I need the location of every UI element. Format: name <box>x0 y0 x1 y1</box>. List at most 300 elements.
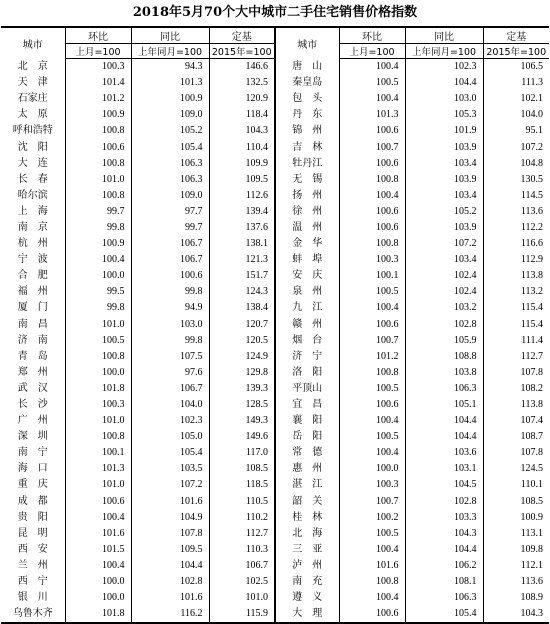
yoy-value-left: 105.4 <box>131 139 209 155</box>
city-name-left: 深 圳 <box>17 431 48 443</box>
mom-value-right: 101.3 <box>339 107 405 123</box>
header-mom-sub-left: 上月=100 <box>65 44 131 59</box>
table-row <box>1 606 549 623</box>
mom-value-left: 100.3 <box>65 59 131 76</box>
yoy-value-left: 97.7 <box>131 204 209 220</box>
table-row <box>1 365 549 381</box>
mom-value-right: 100.8 <box>339 365 405 381</box>
yoy-value-right: 103.1 <box>405 461 483 477</box>
header-mom-left: 环比 <box>65 27 131 44</box>
mom-value-right: 100.5 <box>339 429 405 445</box>
yoy-value-right: 102.4 <box>405 284 483 300</box>
city-name-left: 济 南 <box>17 334 48 346</box>
city-name-left: 北 京 <box>17 60 48 72</box>
yoy-value-left: 104.0 <box>131 397 209 413</box>
table-row <box>1 381 549 397</box>
mom-value-left: 100.4 <box>65 510 131 526</box>
fixed-value-right: 116.6 <box>483 236 549 252</box>
yoy-value-right: 105.2 <box>405 204 483 220</box>
fixed-value-left: 117.0 <box>209 445 275 461</box>
mom-value-left: 99.7 <box>65 204 131 220</box>
mom-value-left: 100.0 <box>65 268 131 284</box>
fixed-value-left: 124.9 <box>209 349 275 365</box>
fixed-value-right: 114.5 <box>483 188 549 204</box>
yoy-value-right: 104.3 <box>405 526 483 542</box>
mom-value-right: 100.4 <box>339 413 405 429</box>
table-row <box>1 268 549 284</box>
table-row <box>1 542 549 558</box>
table-row <box>1 558 549 574</box>
mom-value-right: 100.6 <box>339 220 405 236</box>
yoy-value-right: 108.8 <box>405 349 483 365</box>
yoy-value-left: 105.0 <box>131 429 209 445</box>
city-name-right: 遵 义 <box>275 590 339 606</box>
city-name-right: 锦 州 <box>275 123 339 139</box>
fixed-value-right: 115.4 <box>483 300 549 316</box>
mom-value-right: 100.4 <box>339 590 405 606</box>
yoy-value-right: 107.2 <box>405 236 483 252</box>
mom-value-right: 100.4 <box>339 445 405 461</box>
city-name-left: 南 宁 <box>17 447 48 459</box>
yoy-value-left: 109.5 <box>131 542 209 558</box>
yoy-value-left: 99.7 <box>131 220 209 236</box>
table-row <box>1 413 549 429</box>
city-name-right: 北 海 <box>275 526 339 542</box>
fixed-value-left: 104.3 <box>209 123 275 139</box>
city-name-right: 岳 阳 <box>275 429 339 445</box>
table-row <box>1 590 549 606</box>
city-name-left: 福 州 <box>17 286 48 298</box>
yoy-value-right: 108.1 <box>405 574 483 590</box>
city-name-right: 金 华 <box>275 236 339 252</box>
page-title: 2018年5月70个大中城市二手住宅销售价格指数 <box>132 5 418 20</box>
mom-value-left: 100.4 <box>65 558 131 574</box>
yoy-value-right: 103.9 <box>405 172 483 188</box>
city-name-left: 兰 州 <box>17 559 48 571</box>
yoy-value-right: 103.4 <box>405 188 483 204</box>
yoy-value-right: 104.5 <box>405 477 483 493</box>
table-row <box>1 91 549 107</box>
table-row <box>1 75 549 91</box>
city-name-right: 洛 阳 <box>275 365 339 381</box>
city-name-right: 扬 州 <box>275 188 339 204</box>
fixed-value-right: 108.2 <box>483 381 549 397</box>
yoy-value-left: 100.9 <box>131 91 209 107</box>
mom-value-left: 100.0 <box>65 574 131 590</box>
yoy-value-right: 103.2 <box>405 300 483 316</box>
yoy-value-right: 106.3 <box>405 590 483 606</box>
yoy-value-right: 102.3 <box>405 59 483 76</box>
mom-value-left: 100.1 <box>65 445 131 461</box>
city-name-left: 厦 门 <box>17 302 48 314</box>
city-name-left: 宁 波 <box>17 254 48 266</box>
yoy-value-right: 104.4 <box>405 429 483 445</box>
mom-value-left: 99.8 <box>65 220 131 236</box>
table-row <box>1 477 549 493</box>
mom-value-left: 101.0 <box>65 477 131 493</box>
table-row <box>1 188 549 204</box>
yoy-value-right: 101.9 <box>405 123 483 139</box>
yoy-value-right: 103.4 <box>405 252 483 268</box>
yoy-value-right: 105.1 <box>405 397 483 413</box>
fixed-value-left: 138.1 <box>209 236 275 252</box>
table-row <box>1 156 549 172</box>
city-name-right: 泸 州 <box>275 558 339 574</box>
fixed-value-left: 139.3 <box>209 381 275 397</box>
mom-value-left: 99.8 <box>65 300 131 316</box>
mom-value-right: 101.6 <box>339 558 405 574</box>
yoy-value-right: 106.2 <box>405 558 483 574</box>
fixed-value-left: 102.5 <box>209 574 275 590</box>
yoy-value-right: 102.8 <box>405 494 483 510</box>
yoy-value-left: 103.5 <box>131 461 209 477</box>
yoy-value-right: 103.4 <box>405 156 483 172</box>
table-row <box>1 252 549 268</box>
mom-value-right: 100.4 <box>339 542 405 558</box>
table-row <box>1 429 549 445</box>
table-row <box>1 59 549 76</box>
fixed-value-left: 118.4 <box>209 107 275 123</box>
yoy-value-left: 99.8 <box>131 284 209 300</box>
mom-value-right: 100.2 <box>339 510 405 526</box>
fixed-value-left: 110.4 <box>209 139 275 155</box>
yoy-value-right: 105.3 <box>405 107 483 123</box>
yoy-value-left: 102.8 <box>131 574 209 590</box>
yoy-value-left: 109.0 <box>131 107 209 123</box>
table-body <box>1 59 549 624</box>
fixed-value-right: 124.5 <box>483 461 549 477</box>
fixed-value-left: 121.3 <box>209 252 275 268</box>
mom-value-right: 100.4 <box>339 59 405 76</box>
fixed-value-left: 110.2 <box>209 510 275 526</box>
mom-value-right: 100.8 <box>339 574 405 590</box>
city-name-right: 南 充 <box>275 574 339 590</box>
yoy-value-right: 104.4 <box>405 75 483 91</box>
fixed-value-right: 112.2 <box>483 220 549 236</box>
yoy-value-left: 106.7 <box>131 381 209 397</box>
mom-value-right: 100.6 <box>339 123 405 139</box>
city-name-left: 哈尔滨 <box>17 189 48 201</box>
fixed-value-right: 113.8 <box>483 397 549 413</box>
mom-value-right: 100.6 <box>339 397 405 413</box>
city-name-left: 天 津 <box>17 77 48 89</box>
yoy-value-left: 101.6 <box>131 494 209 510</box>
fixed-value-right: 104.3 <box>483 606 549 623</box>
mom-value-left: 101.5 <box>65 542 131 558</box>
city-name-right: 泉 州 <box>275 284 339 300</box>
header-fixed-sub-left: 2015年=100 <box>209 44 275 59</box>
header-yoy-sub-right: 上年同月=100 <box>405 44 483 59</box>
mom-value-left: 100.3 <box>65 397 131 413</box>
yoy-value-left: 107.8 <box>131 526 209 542</box>
mom-value-right: 100.3 <box>339 252 405 268</box>
city-name-right: 三 亚 <box>275 542 339 558</box>
city-name-right: 包 头 <box>275 91 339 107</box>
fixed-value-right: 100.9 <box>483 510 549 526</box>
city-name-left: 合 肥 <box>17 270 48 282</box>
table-row <box>1 574 549 590</box>
city-name-left: 广 州 <box>17 415 48 427</box>
fixed-value-right: 107.8 <box>483 445 549 461</box>
mom-value-left: 100.8 <box>65 188 131 204</box>
yoy-value-left: 105.2 <box>131 123 209 139</box>
table-row <box>1 236 549 252</box>
mom-value-right: 100.4 <box>339 300 405 316</box>
mom-value-left: 100.8 <box>65 429 131 445</box>
mom-value-left: 101.8 <box>65 606 131 623</box>
header-city-right: 城市 <box>275 27 339 59</box>
city-name-right: 蚌 埠 <box>275 252 339 268</box>
city-name-right: 赣 州 <box>275 317 339 333</box>
yoy-value-right: 103.8 <box>405 365 483 381</box>
city-name-left: 杭 州 <box>17 238 48 250</box>
yoy-value-right: 104.4 <box>405 542 483 558</box>
city-name-right: 惠 州 <box>275 461 339 477</box>
yoy-value-left: 106.3 <box>131 156 209 172</box>
mom-value-right: 100.7 <box>339 333 405 349</box>
mom-value-right: 100.6 <box>339 317 405 333</box>
fixed-value-right: 113.8 <box>483 268 549 284</box>
mom-value-left: 100.6 <box>65 139 131 155</box>
mom-value-left: 101.6 <box>65 526 131 542</box>
mom-value-right: 100.7 <box>339 494 405 510</box>
city-name-right: 桂 林 <box>275 510 339 526</box>
city-name-left: 郑 州 <box>17 366 48 378</box>
city-name-left: 西 安 <box>17 543 48 555</box>
header-yoy-right: 同比 <box>405 27 483 44</box>
yoy-value-right: 106.3 <box>405 381 483 397</box>
city-name-left: 成 都 <box>17 495 48 507</box>
table-row <box>1 526 549 542</box>
yoy-value-right: 104.4 <box>405 413 483 429</box>
city-name-right: 秦皇岛 <box>275 75 339 91</box>
city-name-right: 常 德 <box>275 445 339 461</box>
table-row <box>1 494 549 510</box>
mom-value-left: 100.4 <box>65 252 131 268</box>
city-name-left: 海 口 <box>17 463 48 475</box>
yoy-value-right: 102.8 <box>405 317 483 333</box>
fixed-value-right: 102.1 <box>483 91 549 107</box>
yoy-value-left: 106.7 <box>131 236 209 252</box>
fixed-value-right: 113.2 <box>483 284 549 300</box>
fixed-value-left: 128.5 <box>209 397 275 413</box>
mom-value-left: 101.4 <box>65 75 131 91</box>
mom-value-right: 100.7 <box>339 139 405 155</box>
mom-value-right: 100.3 <box>339 477 405 493</box>
city-name-right: 无 锡 <box>275 172 339 188</box>
table-row <box>1 317 549 333</box>
mom-value-right: 100.5 <box>339 526 405 542</box>
header-city-left: 城市 <box>1 27 65 59</box>
yoy-value-right: 105.4 <box>405 606 483 623</box>
fixed-value-left: 138.4 <box>209 300 275 316</box>
mom-value-right: 100.6 <box>339 156 405 172</box>
city-name-right: 韶 关 <box>275 494 339 510</box>
yoy-value-left: 116.2 <box>131 606 209 623</box>
mom-value-right: 100.0 <box>339 461 405 477</box>
table-row <box>1 123 549 139</box>
yoy-value-left: 101.3 <box>131 75 209 91</box>
header-yoy-sub-left: 上年同月=100 <box>131 44 209 59</box>
fixed-value-right: 111.4 <box>483 333 549 349</box>
yoy-value-left: 106.3 <box>131 172 209 188</box>
fixed-value-left: 146.6 <box>209 59 275 76</box>
city-name-right: 湛 江 <box>275 477 339 493</box>
city-name-left: 大 连 <box>17 157 48 169</box>
mom-value-right: 100.1 <box>339 268 405 284</box>
city-name-right: 襄 阳 <box>275 413 339 429</box>
mom-value-right: 100.8 <box>339 172 405 188</box>
table-row <box>1 349 549 365</box>
city-name-right: 唐 山 <box>275 59 339 76</box>
mom-value-left: 100.8 <box>65 156 131 172</box>
yoy-value-left: 97.6 <box>131 365 209 381</box>
fixed-value-left: 110.5 <box>209 494 275 510</box>
fixed-value-left: 120.9 <box>209 91 275 107</box>
fixed-value-left: 115.9 <box>209 606 275 623</box>
fixed-value-right: 106.5 <box>483 59 549 76</box>
fixed-value-left: 101.0 <box>209 590 275 606</box>
fixed-value-right: 107.2 <box>483 139 549 155</box>
yoy-value-left: 100.6 <box>131 268 209 284</box>
mom-value-left: 101.3 <box>65 461 131 477</box>
mom-value-left: 100.9 <box>65 107 131 123</box>
fixed-value-right: 107.4 <box>483 413 549 429</box>
fixed-value-right: 111.3 <box>483 75 549 91</box>
yoy-value-left: 94.3 <box>131 59 209 76</box>
fixed-value-right: 107.8 <box>483 365 549 381</box>
city-name-right: 九 江 <box>275 300 339 316</box>
city-name-right: 平顶山 <box>275 381 339 397</box>
yoy-value-left: 107.2 <box>131 477 209 493</box>
mom-value-right: 100.5 <box>339 284 405 300</box>
fixed-value-left: 132.5 <box>209 75 275 91</box>
mom-value-left: 101.8 <box>65 381 131 397</box>
yoy-value-left: 104.4 <box>131 558 209 574</box>
table-row <box>1 300 549 316</box>
fixed-value-right: 112.9 <box>483 252 549 268</box>
fixed-value-right: 113.1 <box>483 526 549 542</box>
city-name-left: 长 春 <box>17 173 48 185</box>
city-name-right: 安 庆 <box>275 268 339 284</box>
table-row <box>1 139 549 155</box>
fixed-value-left: 118.5 <box>209 477 275 493</box>
city-name-right: 宜 昌 <box>275 397 339 413</box>
city-name-left: 青 岛 <box>17 350 48 362</box>
table-row <box>1 397 549 413</box>
table-row <box>1 204 549 220</box>
city-name-left: 贵 阳 <box>17 511 48 523</box>
header-mom-right: 环比 <box>339 27 405 44</box>
fixed-value-left: 129.8 <box>209 365 275 381</box>
city-name-right: 温 州 <box>275 220 339 236</box>
fixed-value-right: 115.4 <box>483 317 549 333</box>
fixed-value-right: 130.5 <box>483 172 549 188</box>
fixed-value-right: 95.1 <box>483 123 549 139</box>
city-name-left: 重 庆 <box>17 479 48 491</box>
mom-value-right: 100.5 <box>339 75 405 91</box>
table-row <box>1 172 549 188</box>
table-row <box>1 445 549 461</box>
fixed-value-right: 113.6 <box>483 574 549 590</box>
fixed-value-right: 108.5 <box>483 494 549 510</box>
fixed-value-left: 109.9 <box>209 156 275 172</box>
mom-value-left: 101.2 <box>65 91 131 107</box>
mom-value-left: 101.0 <box>65 317 131 333</box>
city-name-left: 呼和浩特 <box>12 125 53 137</box>
fixed-value-left: 112.6 <box>209 188 275 204</box>
fixed-value-left: 109.5 <box>209 172 275 188</box>
table-row <box>1 510 549 526</box>
city-name-right: 吉 林 <box>275 139 339 155</box>
fixed-value-left: 149.6 <box>209 429 275 445</box>
mom-value-left: 100.0 <box>65 590 131 606</box>
city-name-right: 牡丹江 <box>275 156 339 172</box>
yoy-value-left: 94.9 <box>131 300 209 316</box>
fixed-value-left: 106.7 <box>209 558 275 574</box>
yoy-value-right: 103.0 <box>405 91 483 107</box>
city-name-right: 济 宁 <box>275 349 339 365</box>
fixed-value-left: 124.3 <box>209 284 275 300</box>
fixed-value-left: 112.7 <box>209 526 275 542</box>
city-name-right: 丹 东 <box>275 107 339 123</box>
table-row <box>1 107 549 123</box>
fixed-value-left: 137.6 <box>209 220 275 236</box>
fixed-value-right: 110.1 <box>483 477 549 493</box>
yoy-value-left: 107.5 <box>131 349 209 365</box>
header-fixed-left: 定基 <box>209 27 275 44</box>
mom-value-right: 100.8 <box>339 236 405 252</box>
table-row <box>1 220 549 236</box>
fixed-value-right: 108.7 <box>483 429 549 445</box>
yoy-value-right: 103.6 <box>405 445 483 461</box>
yoy-value-left: 106.7 <box>131 252 209 268</box>
fixed-value-left: 110.3 <box>209 542 275 558</box>
fixed-value-left: 139.4 <box>209 204 275 220</box>
yoy-value-left: 105.4 <box>131 445 209 461</box>
city-name-left: 西 宁 <box>17 576 48 588</box>
city-name-left: 石家庄 <box>17 93 48 105</box>
yoy-value-right: 103.3 <box>405 510 483 526</box>
fixed-value-left: 120.5 <box>209 333 275 349</box>
fixed-value-left: 108.5 <box>209 461 275 477</box>
mom-value-left: 100.8 <box>65 349 131 365</box>
fixed-value-right: 109.8 <box>483 542 549 558</box>
table-row <box>1 333 549 349</box>
table-row <box>1 461 549 477</box>
city-name-left: 长 沙 <box>17 399 48 411</box>
city-name-left: 银 川 <box>17 592 48 604</box>
yoy-value-right: 102.4 <box>405 268 483 284</box>
yoy-value-left: 101.6 <box>131 590 209 606</box>
header-yoy-left: 同比 <box>131 27 209 44</box>
yoy-value-right: 105.9 <box>405 333 483 349</box>
mom-value-right: 100.6 <box>339 204 405 220</box>
yoy-value-left: 99.8 <box>131 333 209 349</box>
mom-value-right: 101.2 <box>339 349 405 365</box>
header-fixed-right: 定基 <box>483 27 549 44</box>
mom-value-left: 99.5 <box>65 284 131 300</box>
header-fixed-sub-right: 2015年=100 <box>483 44 549 59</box>
yoy-value-left: 104.9 <box>131 510 209 526</box>
mom-value-right: 100.4 <box>339 91 405 107</box>
mom-value-right: 100.6 <box>339 606 405 623</box>
fixed-value-right: 104.8 <box>483 156 549 172</box>
city-name-left: 昆 明 <box>17 527 48 539</box>
mom-value-left: 100.0 <box>65 365 131 381</box>
yoy-value-right: 103.9 <box>405 139 483 155</box>
city-name-left: 乌鲁木齐 <box>1 606 65 623</box>
